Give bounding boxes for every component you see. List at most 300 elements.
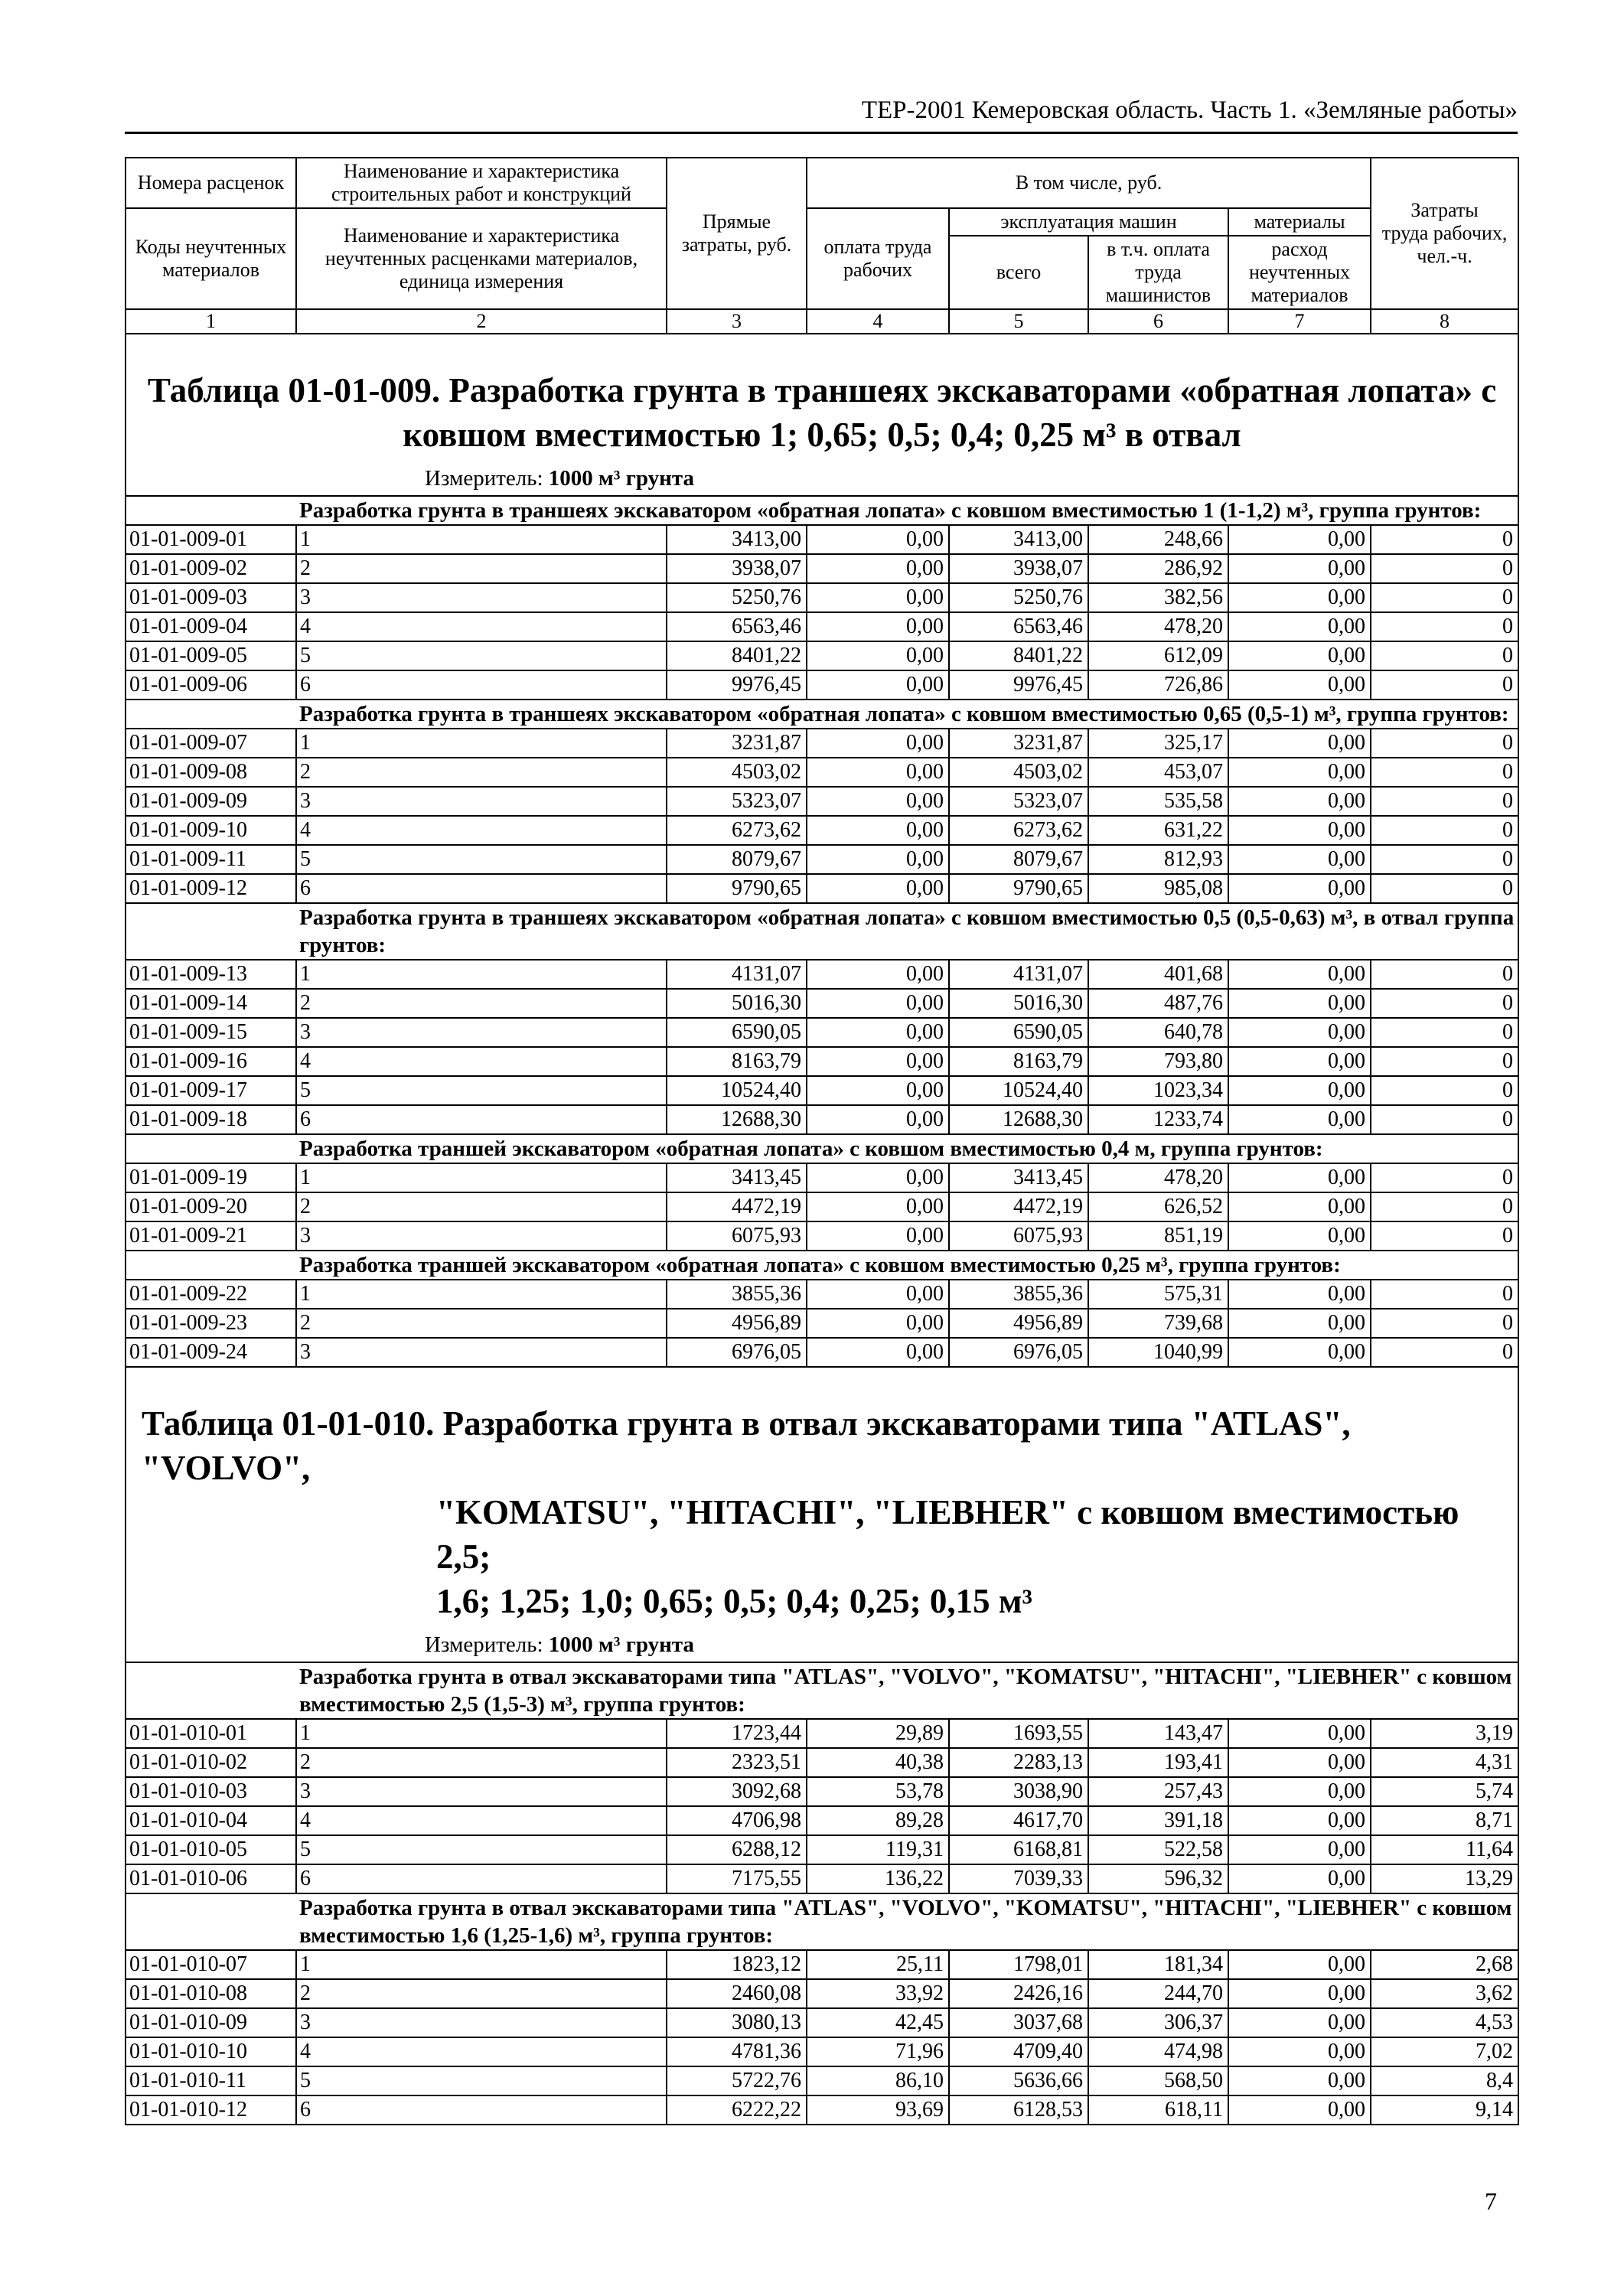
labor-pay: 0,00 [807, 874, 949, 903]
rate-code: 01-01-010-10 [126, 2037, 296, 2066]
header-col2-top: Наименование и характеристика строительных работ и конструкций [296, 158, 667, 208]
labor-pay: 0,00 [807, 612, 949, 641]
table-row [126, 612, 1518, 641]
labor-hours: 0 [1371, 1105, 1518, 1134]
labor-hours: 9,14 [1371, 2095, 1518, 2125]
soil-group: 1 [296, 729, 667, 758]
direct-cost: 5323,07 [667, 787, 807, 816]
table-row [126, 641, 1518, 670]
labor-pay: 0,00 [807, 554, 949, 583]
direct-cost: 4956,89 [667, 1309, 807, 1338]
direct-cost: 7175,55 [667, 1864, 807, 1893]
rate-code: 01-01-009-16 [126, 1047, 296, 1076]
labor-hours: 7,02 [1371, 2037, 1518, 2066]
labor-pay: 0,00 [807, 816, 949, 845]
materials-cost: 0,00 [1228, 525, 1371, 554]
materials-cost: 0,00 [1228, 554, 1371, 583]
operators-pay: 851,19 [1088, 1221, 1228, 1251]
direct-cost: 5722,76 [667, 2066, 807, 2095]
header-col8-line1: Затраты [1410, 199, 1479, 221]
direct-cost: 9790,65 [667, 874, 807, 903]
labor-pay: 93,69 [807, 2095, 949, 2125]
table-row [126, 874, 1518, 903]
operators-pay: 391,18 [1088, 1806, 1228, 1835]
materials-cost: 0,00 [1228, 2095, 1371, 2125]
rate-code: 01-01-009-22 [126, 1280, 296, 1309]
header-row-2 [126, 208, 1518, 236]
materials-cost: 0,00 [1228, 1221, 1371, 1251]
direct-cost: 4503,02 [667, 758, 807, 787]
machines-total: 1798,01 [949, 1950, 1088, 1979]
labor-hours: 0 [1371, 525, 1518, 554]
direct-cost: 5250,76 [667, 583, 807, 612]
machines-total: 4956,89 [949, 1309, 1088, 1338]
soil-group: 2 [296, 989, 667, 1018]
labor-hours: 0 [1371, 1018, 1518, 1047]
soil-group: 1 [296, 1719, 667, 1748]
soil-group: 4 [296, 2037, 667, 2066]
group-heading-blank [126, 700, 296, 729]
rate-code: 01-01-009-11 [126, 845, 296, 874]
operators-pay: 382,56 [1088, 583, 1228, 612]
table-row [126, 1719, 1518, 1748]
direct-cost: 4706,98 [667, 1806, 807, 1835]
materials-cost: 0,00 [1228, 670, 1371, 700]
machines-total: 2426,16 [949, 1979, 1088, 2008]
table-title [126, 334, 1518, 461]
materials-cost: 0,00 [1228, 1047, 1371, 1076]
materials-cost: 0,00 [1228, 1777, 1371, 1806]
machines-total: 4472,19 [949, 1192, 1088, 1221]
operators-pay: 244,70 [1088, 1979, 1228, 2008]
labor-hours: 0 [1371, 612, 1518, 641]
labor-pay: 86,10 [807, 2066, 949, 2095]
machines-total: 5636,66 [949, 2066, 1088, 2095]
direct-cost: 2323,51 [667, 1748, 807, 1777]
labor-hours: 0 [1371, 845, 1518, 874]
soil-group: 1 [296, 960, 667, 989]
group-heading-blank [126, 1662, 296, 1719]
labor-pay: 0,00 [807, 960, 949, 989]
machines-total: 6273,62 [949, 816, 1088, 845]
materials-cost: 0,00 [1228, 1192, 1371, 1221]
header-col8-line2: труда рабочих, чел.-ч. [1381, 222, 1508, 267]
rate-code: 01-01-009-19 [126, 1163, 296, 1192]
labor-hours: 11,64 [1371, 1835, 1518, 1864]
operators-pay: 1023,34 [1088, 1076, 1228, 1105]
machines-total: 9790,65 [949, 874, 1088, 903]
materials-cost: 0,00 [1228, 1076, 1371, 1105]
group-heading-row [126, 1251, 1518, 1280]
labor-pay: 136,22 [807, 1864, 949, 1893]
header-col7: расход неучтенных материалов [1228, 236, 1371, 309]
meter-label: Измеритель: [425, 466, 549, 491]
rate-code: 01-01-009-01 [126, 525, 296, 554]
labor-hours: 3,62 [1371, 1979, 1518, 2008]
direct-cost: 3231,87 [667, 729, 807, 758]
col-num-2: 2 [296, 309, 667, 334]
group-heading: Разработка траншей экскаватором «обратная лопата» с ковшом вместимостью 0,25 м³, группа грунтов: [296, 1251, 1518, 1280]
labor-hours: 0 [1371, 758, 1518, 787]
operators-pay: 474,98 [1088, 2037, 1228, 2066]
machines-total: 6590,05 [949, 1018, 1088, 1047]
rate-code: 01-01-009-09 [126, 787, 296, 816]
machines-total: 4709,40 [949, 2037, 1088, 2066]
soil-group: 1 [296, 1163, 667, 1192]
rate-code: 01-01-009-12 [126, 874, 296, 903]
col-num-8: 8 [1371, 309, 1518, 334]
table-title-line: 1,6; 1,25; 1,0; 0,65; 0,5; 0,4; 0,25; 0,15 м³ [436, 1582, 1033, 1620]
labor-pay: 0,00 [807, 1338, 949, 1367]
soil-group: 3 [296, 1221, 667, 1251]
materials-cost: 0,00 [1228, 787, 1371, 816]
soil-group: 6 [296, 1864, 667, 1893]
labor-hours: 0 [1371, 583, 1518, 612]
materials-cost: 0,00 [1228, 1748, 1371, 1777]
group-heading-blank [126, 903, 296, 960]
soil-group: 3 [296, 787, 667, 816]
materials-cost: 0,00 [1228, 1864, 1371, 1893]
operators-pay: 612,09 [1088, 641, 1228, 670]
soil-group: 4 [296, 816, 667, 845]
machines-total: 3037,68 [949, 2008, 1088, 2037]
meter-value: 1000 м³ грунта [548, 466, 694, 491]
machines-total: 5250,76 [949, 583, 1088, 612]
labor-pay: 0,00 [807, 787, 949, 816]
machines-total: 6168,81 [949, 1835, 1088, 1864]
soil-group: 2 [296, 554, 667, 583]
table-row [126, 525, 1518, 554]
labor-pay: 0,00 [807, 1076, 949, 1105]
rate-code: 01-01-010-04 [126, 1806, 296, 1835]
col-num-3: 3 [667, 309, 807, 334]
soil-group: 2 [296, 1192, 667, 1221]
table-row [126, 1338, 1518, 1367]
soil-group: 1 [296, 1280, 667, 1309]
soil-group: 3 [296, 583, 667, 612]
rate-code: 01-01-009-18 [126, 1105, 296, 1134]
header-col4: оплата труда рабочих [807, 208, 949, 309]
materials-cost: 0,00 [1228, 989, 1371, 1018]
machines-total: 9976,45 [949, 670, 1088, 700]
machines-total: 12688,30 [949, 1105, 1088, 1134]
materials-cost: 0,00 [1228, 612, 1371, 641]
machines-total: 8163,79 [949, 1047, 1088, 1076]
labor-hours: 0 [1371, 641, 1518, 670]
operators-pay: 812,93 [1088, 845, 1228, 874]
table-row [126, 2066, 1518, 2095]
table-title [126, 1367, 1518, 1628]
group-heading-blank [126, 1251, 296, 1280]
labor-hours: 0 [1371, 960, 1518, 989]
soil-group: 2 [296, 758, 667, 787]
machines-total: 5016,30 [949, 989, 1088, 1018]
operators-pay: 478,20 [1088, 612, 1228, 641]
group-heading-row [126, 1134, 1518, 1163]
machines-total: 3038,90 [949, 1777, 1088, 1806]
page-number: 7 [1485, 2187, 1497, 2215]
operators-pay: 626,52 [1088, 1192, 1228, 1221]
rate-code: 01-01-009-03 [126, 583, 296, 612]
direct-cost: 6590,05 [667, 1018, 807, 1047]
rate-code: 01-01-009-14 [126, 989, 296, 1018]
materials-cost: 0,00 [1228, 2008, 1371, 2037]
table-row [126, 1777, 1518, 1806]
rate-code: 01-01-009-07 [126, 729, 296, 758]
labor-hours: 3,19 [1371, 1719, 1518, 1748]
rate-code: 01-01-009-10 [126, 816, 296, 845]
table-row [126, 845, 1518, 874]
group-heading-blank [126, 496, 296, 525]
table-row [126, 2095, 1518, 2125]
table-row [126, 1950, 1518, 1979]
labor-pay: 0,00 [807, 641, 949, 670]
table-row [126, 816, 1518, 845]
labor-pay: 0,00 [807, 1163, 949, 1192]
machines-total: 3231,87 [949, 729, 1088, 758]
direct-cost: 10524,40 [667, 1076, 807, 1105]
operators-pay: 401,68 [1088, 960, 1228, 989]
machines-total: 6976,05 [949, 1338, 1088, 1367]
document-body [125, 157, 1518, 2125]
machines-total: 3938,07 [949, 554, 1088, 583]
table-row [126, 787, 1518, 816]
materials-cost: 0,00 [1228, 1719, 1371, 1748]
direct-cost: 8079,67 [667, 845, 807, 874]
operators-pay: 985,08 [1088, 874, 1228, 903]
direct-cost: 6273,62 [667, 816, 807, 845]
direct-cost: 6976,05 [667, 1338, 807, 1367]
direct-cost: 6222,22 [667, 2095, 807, 2125]
header-col1-top: Номера расценок [126, 158, 296, 208]
group-heading-row [126, 1893, 1518, 1950]
rate-code: 01-01-009-04 [126, 612, 296, 641]
soil-group: 3 [296, 2008, 667, 2037]
labor-pay: 0,00 [807, 845, 949, 874]
materials-cost: 0,00 [1228, 845, 1371, 874]
table-row [126, 1864, 1518, 1893]
machines-total: 7039,33 [949, 1864, 1088, 1893]
operators-pay: 193,41 [1088, 1748, 1228, 1777]
estimate-table [125, 157, 1519, 2125]
running-header: ТЕР-2001 Кемеровская область. Часть 1. «Земляные работы» [125, 95, 1518, 134]
materials-cost: 0,00 [1228, 1309, 1371, 1338]
direct-cost: 12688,30 [667, 1105, 807, 1134]
operators-pay: 640,78 [1088, 1018, 1228, 1047]
labor-pay: 0,00 [807, 1018, 949, 1047]
labor-hours: 0 [1371, 1309, 1518, 1338]
rate-code: 01-01-010-06 [126, 1864, 296, 1893]
operators-pay: 478,20 [1088, 1163, 1228, 1192]
rate-code: 01-01-010-08 [126, 1979, 296, 2008]
direct-cost: 3855,36 [667, 1280, 807, 1309]
labor-pay: 0,00 [807, 1105, 949, 1134]
labor-hours: 0 [1371, 816, 1518, 845]
machines-total: 6563,46 [949, 612, 1088, 641]
rate-code: 01-01-009-20 [126, 1192, 296, 1221]
operators-pay: 181,34 [1088, 1950, 1228, 1979]
direct-cost: 4131,07 [667, 960, 807, 989]
table-title-line: Таблица 01-01-009. Разработка грунта в траншеях экскаваторами «обратная лопата» с [147, 371, 1497, 409]
labor-pay: 0,00 [807, 1192, 949, 1221]
operators-pay: 257,43 [1088, 1777, 1228, 1806]
labor-hours: 5,74 [1371, 1777, 1518, 1806]
operators-pay: 453,07 [1088, 758, 1228, 787]
materials-cost: 0,00 [1228, 874, 1371, 903]
labor-hours: 4,31 [1371, 1748, 1518, 1777]
soil-group: 5 [296, 845, 667, 874]
table-row [126, 2008, 1518, 2037]
rate-code: 01-01-010-01 [126, 1719, 296, 1748]
materials-cost: 0,00 [1228, 960, 1371, 989]
materials-cost: 0,00 [1228, 2037, 1371, 2066]
table-row [126, 1748, 1518, 1777]
labor-hours: 0 [1371, 1192, 1518, 1221]
table-row [126, 1221, 1518, 1251]
labor-pay: 25,11 [807, 1950, 949, 1979]
rate-code: 01-01-009-05 [126, 641, 296, 670]
meter-row [126, 461, 1518, 496]
operators-pay: 575,31 [1088, 1280, 1228, 1309]
materials-cost: 0,00 [1228, 1806, 1371, 1835]
soil-group: 4 [296, 1047, 667, 1076]
soil-group: 6 [296, 874, 667, 903]
soil-group: 3 [296, 1777, 667, 1806]
table-row [126, 729, 1518, 758]
labor-hours: 4,53 [1371, 2008, 1518, 2037]
group-heading: Разработка грунта в траншеях экскаватором «обратная лопата» с ковшом вместимостью 0,65 (0,5-1) м³, группа грунтов: [296, 700, 1518, 729]
header-materials: материалы [1228, 208, 1371, 236]
column-number-row [126, 309, 1518, 334]
table-title-row [126, 1367, 1518, 1628]
operators-pay: 726,86 [1088, 670, 1228, 700]
machines-total: 1693,55 [949, 1719, 1088, 1748]
soil-group: 1 [296, 525, 667, 554]
operators-pay: 1040,99 [1088, 1338, 1228, 1367]
direct-cost: 8163,79 [667, 1047, 807, 1076]
labor-pay: 0,00 [807, 1221, 949, 1251]
group-heading-row [126, 1662, 1518, 1719]
soil-group: 1 [296, 1950, 667, 1979]
operators-pay: 535,58 [1088, 787, 1228, 816]
table-row [126, 960, 1518, 989]
operators-pay: 1233,74 [1088, 1105, 1228, 1134]
rate-code: 01-01-009-15 [126, 1018, 296, 1047]
rate-code: 01-01-010-09 [126, 2008, 296, 2037]
machines-total: 6075,93 [949, 1221, 1088, 1251]
rate-code: 01-01-009-23 [126, 1309, 296, 1338]
group-heading: Разработка грунта в траншеях экскаватором «обратная лопата» с ковшом вместимостью 0,5 (0,5-0,63) м³, в отвал группа грунтов: [296, 903, 1518, 960]
machines-total: 4503,02 [949, 758, 1088, 787]
soil-group: 2 [296, 1748, 667, 1777]
table-row [126, 670, 1518, 700]
direct-cost: 2460,08 [667, 1979, 807, 2008]
direct-cost: 9976,45 [667, 670, 807, 700]
operators-pay: 487,76 [1088, 989, 1228, 1018]
machines-total: 4617,70 [949, 1806, 1088, 1835]
rate-code: 01-01-009-02 [126, 554, 296, 583]
direct-cost: 3413,00 [667, 525, 807, 554]
direct-cost: 6075,93 [667, 1221, 807, 1251]
direct-cost: 4472,19 [667, 1192, 807, 1221]
table-row [126, 1192, 1518, 1221]
operators-pay: 793,80 [1088, 1047, 1228, 1076]
labor-hours: 0 [1371, 787, 1518, 816]
labor-pay: 0,00 [807, 989, 949, 1018]
header-col5: всего [949, 236, 1088, 309]
table-title-row [126, 334, 1518, 461]
table-title-line: ковшом вместимостью 1; 0,65; 0,5; 0,4; 0,25 м³ в отвал [403, 416, 1241, 454]
labor-pay: 0,00 [807, 670, 949, 700]
rate-code: 01-01-009-13 [126, 960, 296, 989]
soil-group: 6 [296, 670, 667, 700]
operators-pay: 739,68 [1088, 1309, 1228, 1338]
rate-code: 01-01-010-12 [126, 2095, 296, 2125]
soil-group: 5 [296, 641, 667, 670]
header-col8 [1371, 158, 1518, 309]
table-row [126, 1047, 1518, 1076]
materials-cost: 0,00 [1228, 1018, 1371, 1047]
materials-cost: 0,00 [1228, 1163, 1371, 1192]
col-num-4: 4 [807, 309, 949, 334]
table-row [126, 1018, 1518, 1047]
table-row [126, 758, 1518, 787]
direct-cost: 3092,68 [667, 1777, 807, 1806]
labor-hours: 0 [1371, 1221, 1518, 1251]
table-row [126, 989, 1518, 1018]
operators-pay: 631,22 [1088, 816, 1228, 845]
labor-pay: 0,00 [807, 583, 949, 612]
group-heading: Разработка грунта в отвал экскаваторами типа "ATLAS", "VOLVO", "KOMATSU", "HITACHI", "LIEBHER" с ковшом вместимостью 2,5 (1,5-3) м³, группа грунтов: [296, 1662, 1518, 1719]
labor-pay: 0,00 [807, 729, 949, 758]
materials-cost: 0,00 [1228, 2066, 1371, 2095]
labor-hours: 0 [1371, 989, 1518, 1018]
machines-total: 4131,07 [949, 960, 1088, 989]
rate-code: 01-01-010-07 [126, 1950, 296, 1979]
soil-group: 3 [296, 1018, 667, 1047]
table-body [126, 158, 1518, 2125]
materials-cost: 0,00 [1228, 1835, 1371, 1864]
table-row [126, 1806, 1518, 1835]
group-heading: Разработка грунта в траншеях экскаватором «обратная лопата» с ковшом вместимостью 1 (1-1,2) м³, группа грунтов: [296, 496, 1518, 525]
operators-pay: 618,11 [1088, 2095, 1228, 2125]
machines-total: 3413,00 [949, 525, 1088, 554]
table-row [126, 1105, 1518, 1134]
operators-pay: 286,92 [1088, 554, 1228, 583]
col-num-1: 1 [126, 309, 296, 334]
labor-pay: 0,00 [807, 758, 949, 787]
meter-label: Измеритель: [425, 1632, 549, 1657]
machines-total: 5323,07 [949, 787, 1088, 816]
labor-pay: 0,00 [807, 1309, 949, 1338]
labor-pay: 33,92 [807, 1979, 949, 2008]
group-heading: Разработка грунта в отвал экскаваторами типа "ATLAS", "VOLVO", "KOMATSU", "HITACHI", "LIEBHER" с ковшом вместимостью 1,6 (1,25-1,6) м³, группа грунтов: [296, 1893, 1518, 1950]
table-title-line: Таблица 01-01-010. Разработка грунта в отвал экскаваторами типа "ATLAS", "VOLVO", [142, 1404, 1351, 1487]
direct-cost: 5016,30 [667, 989, 807, 1018]
labor-hours: 13,29 [1371, 1864, 1518, 1893]
direct-cost: 3413,45 [667, 1163, 807, 1192]
operators-pay: 306,37 [1088, 2008, 1228, 2037]
soil-group: 2 [296, 1309, 667, 1338]
labor-pay: 71,96 [807, 2037, 949, 2066]
machines-total: 3413,45 [949, 1163, 1088, 1192]
labor-hours: 0 [1371, 1338, 1518, 1367]
materials-cost: 0,00 [1228, 641, 1371, 670]
group-heading-blank [126, 1134, 296, 1163]
group-heading-row [126, 700, 1518, 729]
meter-cell [126, 1628, 1518, 1662]
labor-hours: 0 [1371, 1163, 1518, 1192]
